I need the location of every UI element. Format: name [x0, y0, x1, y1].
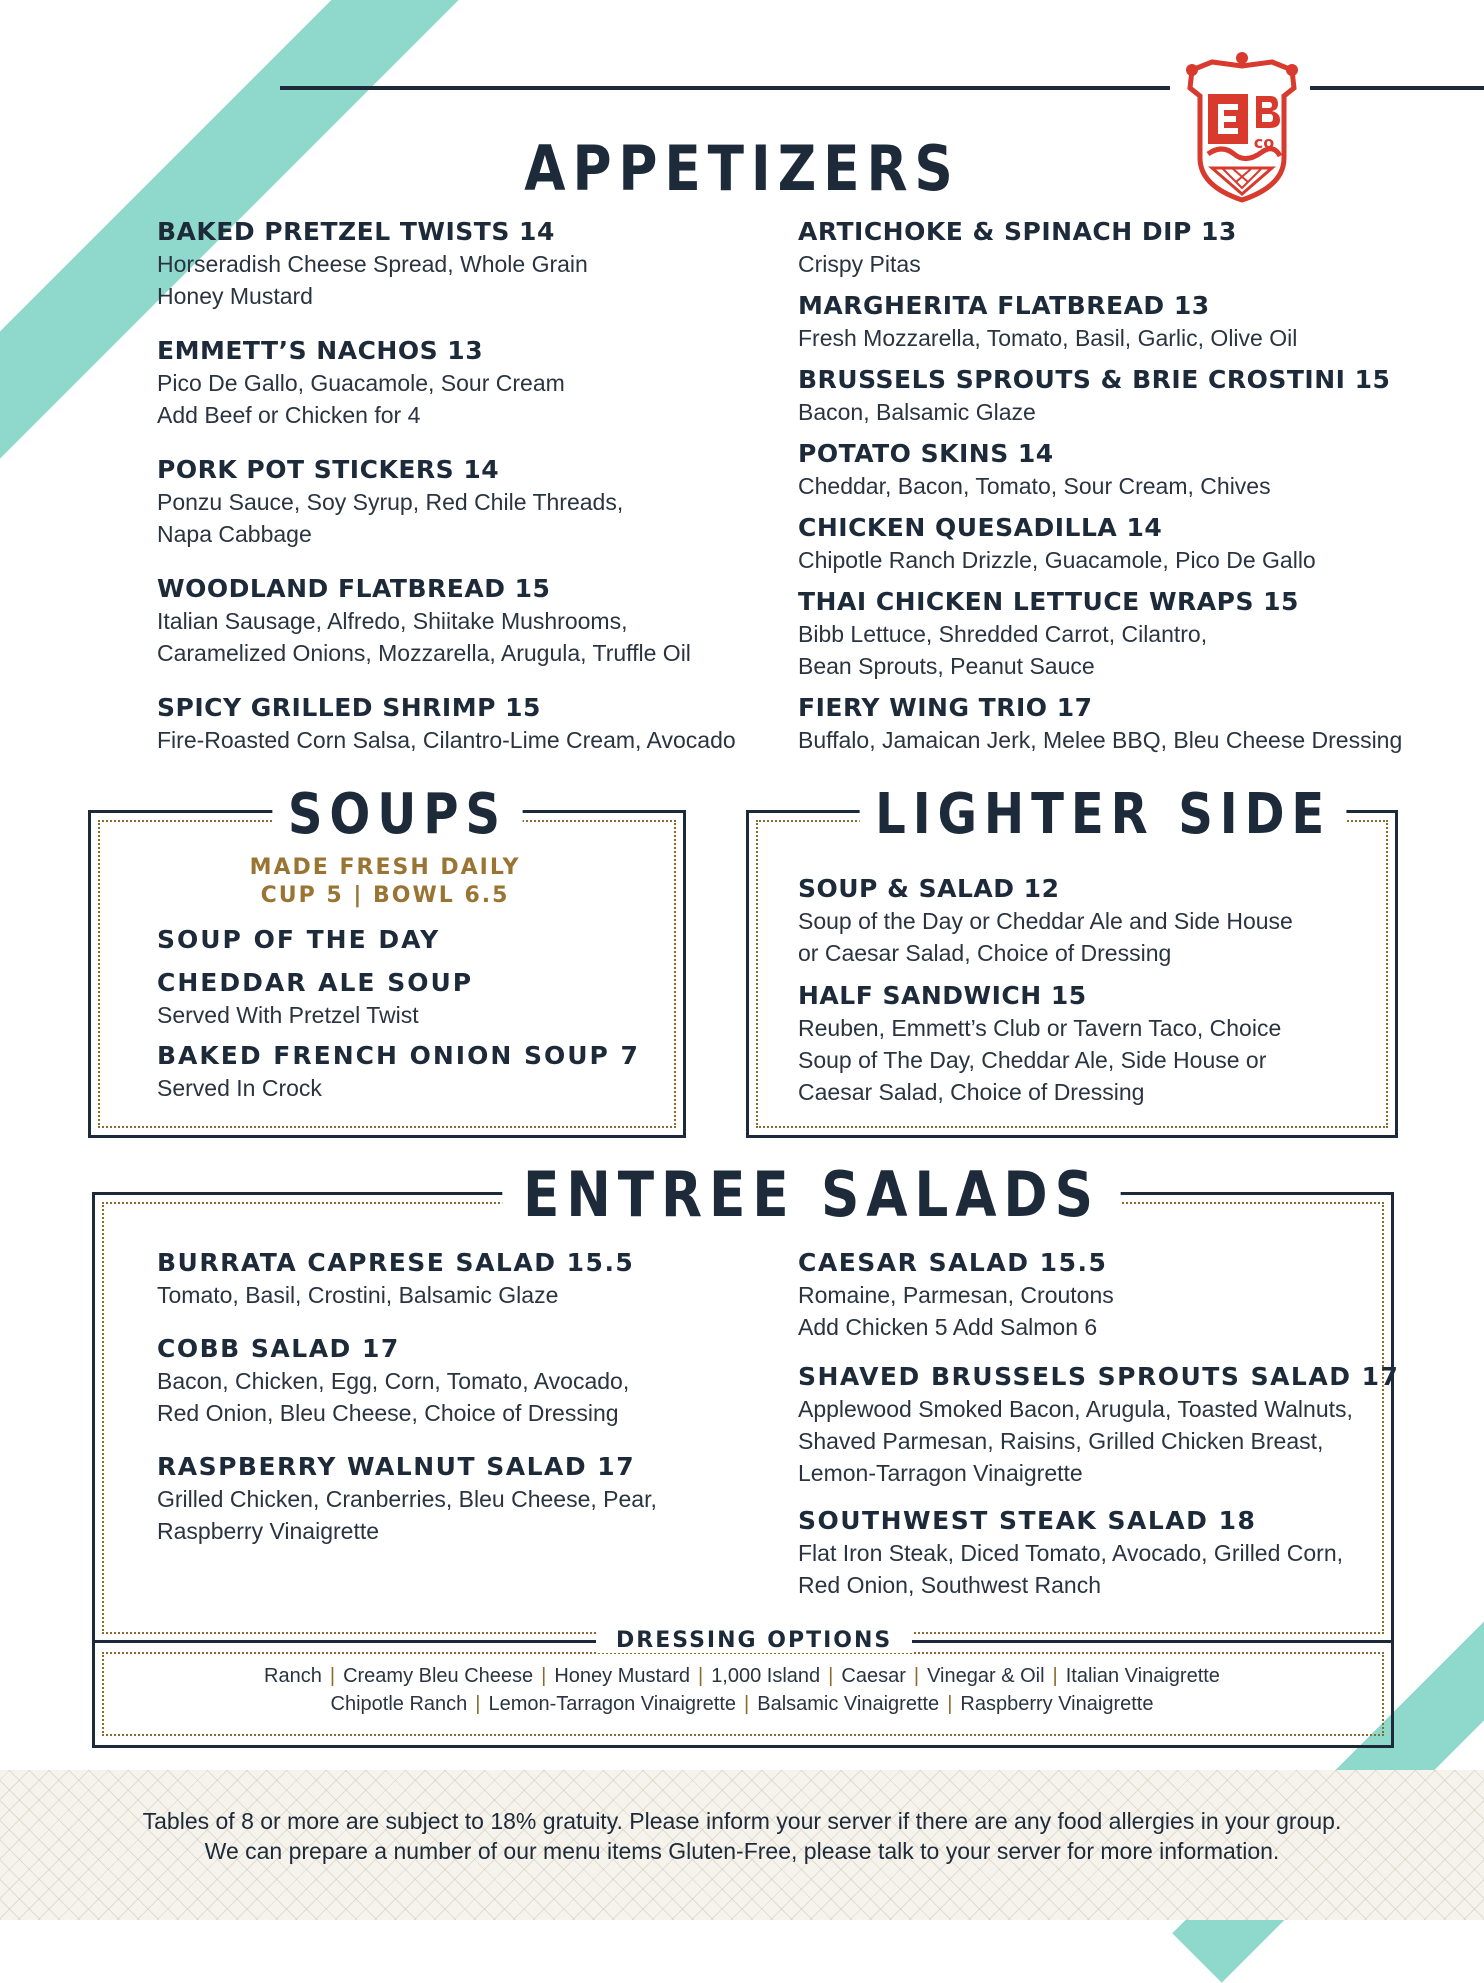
item-name: RASPBERRY WALNUT SALAD 17	[157, 1452, 636, 1481]
item-description: Romaine, Parmesan, Croutons Add Chicken 5 Add Salmon 6	[798, 1282, 1114, 1340]
item-description: Bibb Lettuce, Shredded Carrot, Cilantro, Bean Sprouts, Peanut Sauce	[798, 621, 1208, 679]
item-name: SHAVED BRUSSELS SPROUTS SALAD 17	[798, 1362, 1400, 1391]
item-description: Bacon, Balsamic Glaze	[798, 399, 1036, 425]
dressing-option: Caesar	[841, 1665, 906, 1687]
list-item	[157, 924, 440, 956]
item-description: Served With Pretzel Twist	[157, 1002, 419, 1028]
item-description: Soup of the Day or Cheddar Ale and Side House or Caesar Salad, Choice of Dressing	[798, 908, 1293, 966]
item-description: Bacon, Chicken, Egg, Corn, Tomato, Avocado, Red Onion, Bleu Cheese, Choice of Dressing	[157, 1368, 630, 1426]
item-name: BAKED FRENCH ONION SOUP 7	[157, 1041, 640, 1070]
list-item	[798, 1361, 1399, 1489]
list-item	[798, 216, 1237, 280]
item-description: Cheddar, Bacon, Tomato, Sour Cream, Chives	[798, 473, 1271, 499]
item-name: MARGHERITA FLATBREAD 13	[798, 291, 1210, 320]
dressing-options-title: DRESSING OPTIONS	[596, 1628, 912, 1653]
footer-gratuity-note: Tables of 8 or more are subject to 18% gratuity. Please inform your server if there are any food allergies in your group.	[142, 1808, 1342, 1834]
item-name: ARTICHOKE & SPINACH DIP 13	[798, 217, 1237, 246]
list-item	[157, 1247, 634, 1311]
item-description: Ponzu Sauce, Soy Syrup, Red Chile Threads, Napa Cabbage	[157, 489, 624, 547]
dressing-option: Balsamic Vinaigrette	[757, 1693, 940, 1715]
item-name: COBB SALAD 17	[157, 1334, 400, 1363]
item-name: SOUTHWEST STEAK SALAD 18	[798, 1506, 1257, 1535]
dressing-option: Raspberry Vinaigrette	[960, 1693, 1154, 1715]
soups-title: SOUPS	[272, 782, 522, 847]
dressing-separator: |	[329, 1665, 336, 1687]
item-name: CAESAR SALAD 15.5	[798, 1248, 1108, 1277]
list-item	[157, 1040, 640, 1104]
item-name: BRUSSELS SPROUTS & BRIE CROSTINI 15	[798, 365, 1391, 394]
list-item	[798, 512, 1316, 576]
list-item	[157, 573, 691, 669]
svg-text:co: co	[1253, 133, 1275, 152]
item-description: Fire-Roasted Corn Salsa, Cilantro-Lime Cream, Avocado	[157, 727, 736, 753]
list-item	[157, 454, 623, 550]
item-description: Tomato, Basil, Crostini, Balsamic Glaze	[157, 1282, 559, 1308]
item-name: HALF SANDWICH 15	[798, 981, 1087, 1010]
soups-subtitle-fresh: MADE FRESH DAILY	[249, 855, 521, 880]
dressing-option: Vinegar & Oil	[927, 1665, 1045, 1687]
item-name: THAI CHICKEN LETTUCE WRAPS 15	[798, 587, 1299, 616]
list-item	[798, 1505, 1343, 1601]
item-description: Grilled Chicken, Cranberries, Bleu Cheese, Pear, Raspberry Vinaigrette	[157, 1486, 657, 1544]
item-description: Fresh Mozzarella, Tomato, Basil, Garlic, Olive Oil	[798, 325, 1298, 351]
item-description: Crispy Pitas	[798, 251, 921, 277]
dressing-separator: |	[828, 1665, 834, 1687]
item-name: FIERY WING TRIO 17	[798, 693, 1093, 722]
top-rule-right	[1310, 86, 1484, 90]
list-item	[157, 1333, 629, 1429]
item-description: Served In Crock	[157, 1075, 322, 1101]
list-item	[798, 692, 1402, 756]
dressing-separator: |	[697, 1665, 704, 1687]
entree-salads-title: ENTREE SALADS	[502, 1158, 1120, 1231]
dressing-option: Chipotle Ranch	[330, 1693, 468, 1715]
dressing-separator: |	[947, 1693, 953, 1715]
list-item	[157, 335, 565, 431]
item-description: Flat Iron Steak, Diced Tomato, Avocado, Grilled Corn, Red Onion, Southwest Ranch	[798, 1540, 1344, 1598]
dressing-option: Italian Vinaigrette	[1065, 1665, 1220, 1687]
list-item	[157, 967, 473, 1031]
item-description: Italian Sausage, Alfredo, Shiitake Mushrooms, Caramelized Onions, Mozzarella, Arugula, Truffle Oil	[157, 608, 691, 666]
item-description: Pico De Gallo, Guacamole, Sour Cream Add Beef or Chicken for 4	[157, 370, 565, 428]
item-description: Buffalo, Jamaican Jerk, Melee BBQ, Bleu Cheese Dressing	[798, 727, 1403, 753]
item-name: BAKED PRETZEL TWISTS 14	[157, 217, 555, 246]
item-name: WOODLAND FLATBREAD 15	[157, 574, 551, 603]
list-item	[798, 438, 1271, 502]
dressing-separator: |	[913, 1665, 920, 1687]
item-description: Horseradish Cheese Spread, Whole Grain Honey Mustard	[157, 251, 588, 309]
item-name: POTATO SKINS 14	[798, 439, 1054, 468]
item-name: SOUP & SALAD 12	[798, 874, 1060, 903]
top-rule-left	[280, 86, 1170, 90]
footer-gluten-free-note: We can prepare a number of our menu items Gluten-Free, please talk to your server for more information.	[204, 1838, 1280, 1864]
dressing-option: 1,000 Island	[711, 1665, 821, 1687]
item-description: Chipotle Ranch Drizzle, Guacamole, Pico De Gallo	[798, 547, 1316, 573]
list-item	[798, 290, 1297, 354]
list-item	[798, 586, 1299, 682]
list-item	[157, 692, 736, 756]
dressing-options-line-1	[96, 1662, 1388, 1690]
soups-subtitle-prices: CUP 5 | BOWL 6.5	[260, 883, 510, 908]
item-name: SPICY GRILLED SHRIMP 15	[157, 693, 541, 722]
list-item	[798, 873, 1293, 969]
list-item	[157, 1451, 657, 1547]
lighter-side-title: LIGHTER SIDE	[860, 782, 1347, 847]
dressing-option: Lemon-Tarragon Vinaigrette	[488, 1693, 737, 1715]
dressing-separator: |	[1052, 1665, 1058, 1687]
item-description: Reuben, Emmett’s Club or Tavern Taco, Choice Soup of The Day, Cheddar Ale, Side House or Caesar Salad, Choice of Dressing	[798, 1015, 1282, 1105]
item-description: Applewood Smoked Bacon, Arugula, Toasted Walnuts, Shaved Parmesan, Raisins, Grilled Chicken Breast, Lemon-Tarragon Vinaigrette	[798, 1396, 1353, 1486]
dressing-option: Honey Mustard	[554, 1665, 690, 1687]
dressing-option: Ranch	[264, 1665, 322, 1687]
list-item	[798, 364, 1390, 428]
item-name: BURRATA CAPRESE SALAD 15.5	[157, 1248, 635, 1277]
dressing-option: Creamy Bleu Cheese	[343, 1665, 534, 1687]
dressing-separator: |	[475, 1693, 481, 1715]
list-item	[798, 980, 1281, 1108]
item-name: CHICKEN QUESADILLA 14	[798, 513, 1163, 542]
dressing-separator: |	[744, 1693, 750, 1715]
dressing-separator: |	[541, 1665, 547, 1687]
item-name: SOUP OF THE DAY	[157, 925, 441, 954]
item-name: CHEDDAR ALE SOUP	[157, 968, 474, 997]
item-name: PORK POT STICKERS 14	[157, 455, 500, 484]
dressing-options-line-2	[96, 1690, 1388, 1718]
list-item	[798, 1247, 1114, 1343]
appetizers-title: APPETIZERS	[524, 132, 960, 205]
item-name: EMMETT’S NACHOS 13	[157, 336, 484, 365]
list-item	[157, 216, 588, 312]
